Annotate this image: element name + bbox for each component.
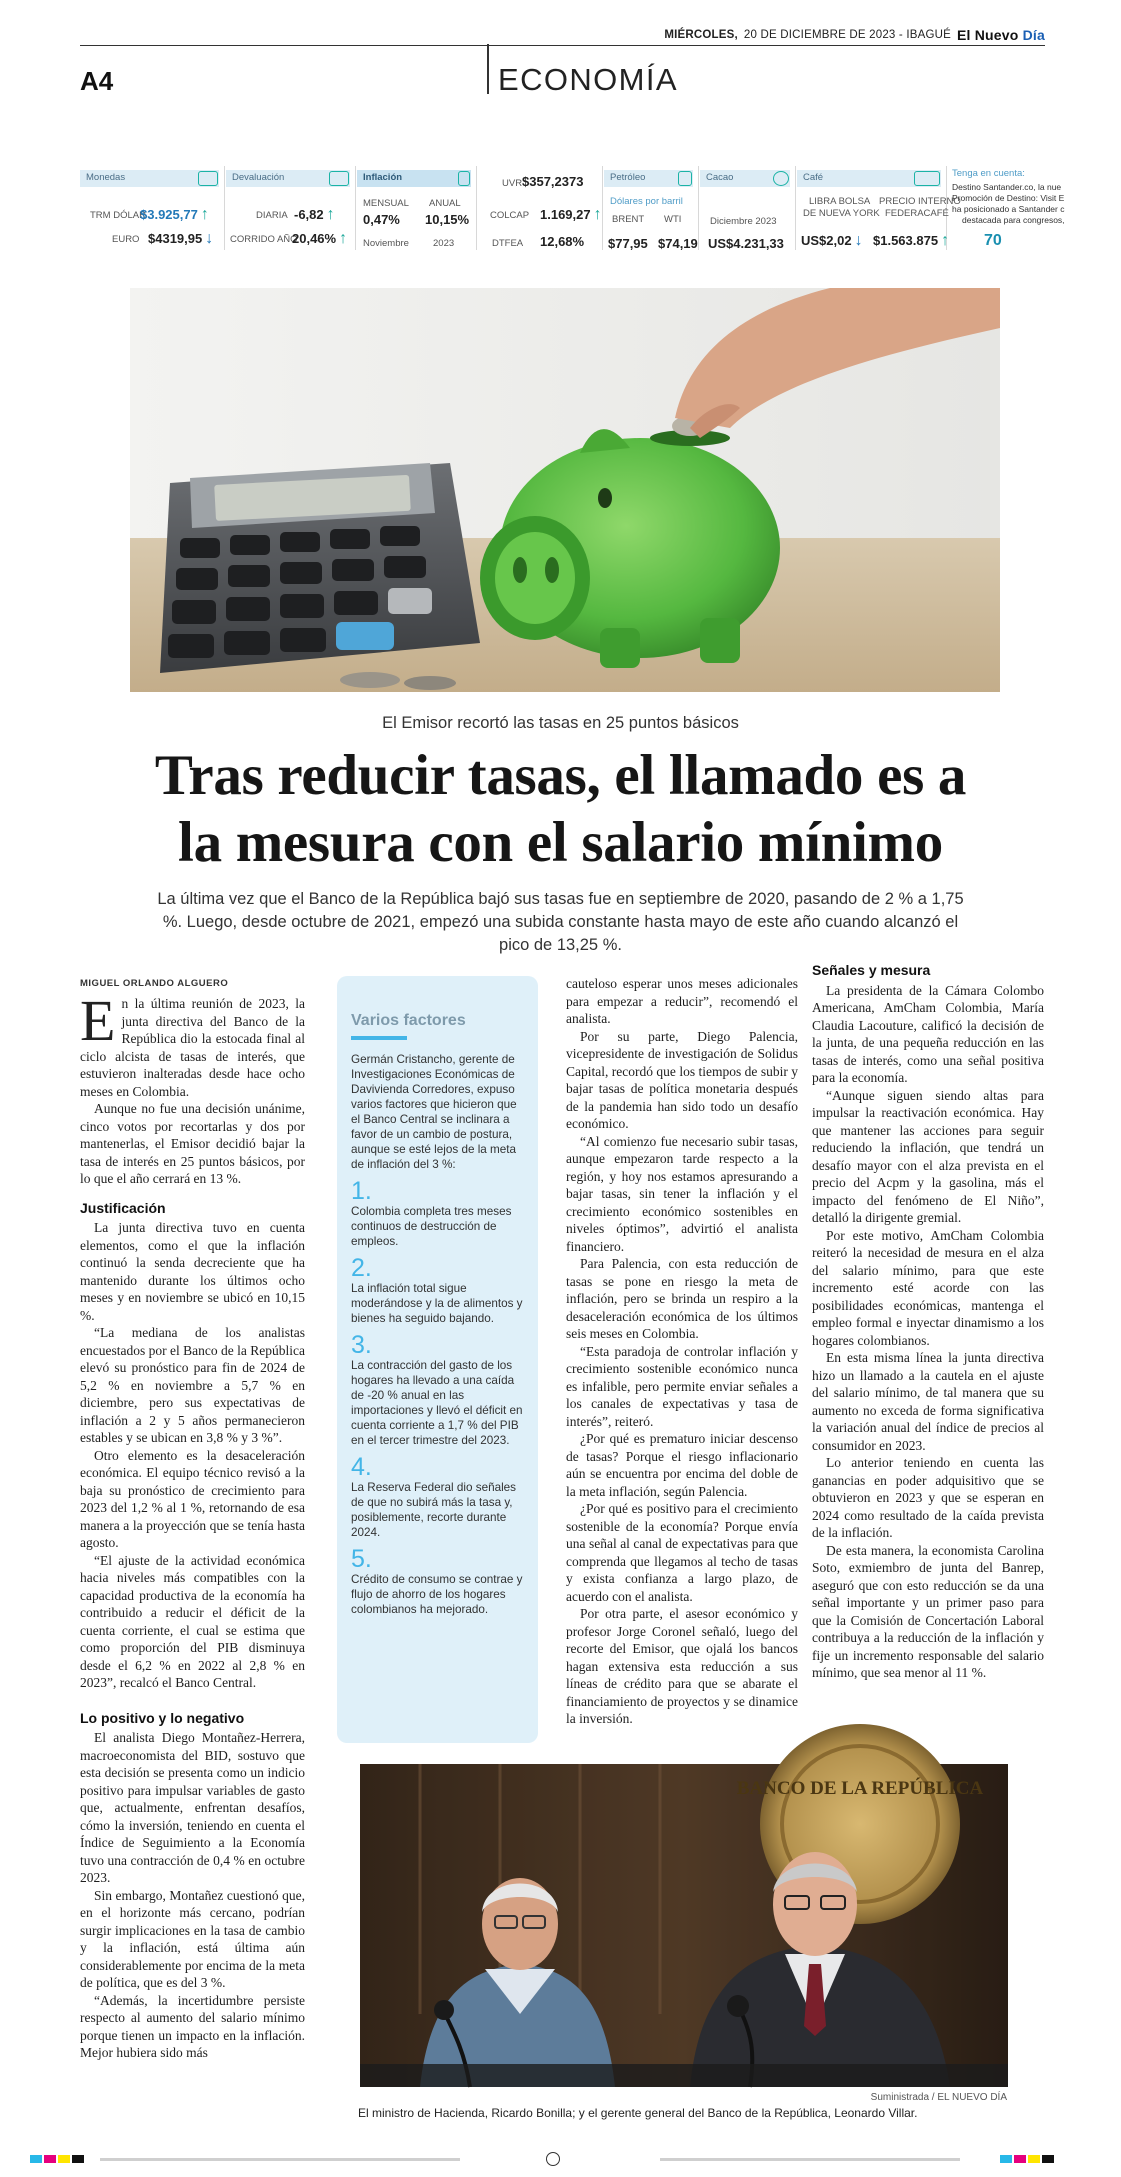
mensual-value: 0,47%: [363, 212, 400, 227]
cacao-mes: Diciembre 2023: [710, 216, 777, 227]
trm-value: $3.925,77 ↑: [140, 206, 209, 224]
photo-credit: Suministrada / EL NUEVO DÍA: [870, 2092, 1007, 2103]
print-registration-strip: [0, 2152, 1121, 2166]
ticker-cuenta: [948, 166, 1065, 250]
factor-number: 5.: [351, 1545, 372, 1573]
wti-value: $74,19: [658, 236, 698, 251]
subhead-justificacion: Justificación: [80, 1199, 166, 1216]
col3-paragraph-6: ¿Por qué es prematuro iniciar descenso de tasas? Porque el riesgo inflacionario aún se encuentra por encima del doble de la meta inflación, según Palencia.: [566, 1431, 798, 1499]
interno-label-2: FEDERACAFÉ: [885, 208, 949, 219]
interno-value: $1.563.875 ↑: [873, 232, 949, 250]
brand-logo[interactable]: [957, 27, 1045, 43]
officials-photo-illustration: [360, 1764, 1008, 2087]
col1-paragraph-5: Otro elemento es la desaceleración económica. El equipo técnico revisó a la baja su pronóstico de crecimiento para 2023 del 1,2 % al 1 %, retornando de esa manera a la proyección que se tenía hasta agosto.: [80, 1447, 305, 1550]
dateline: [664, 27, 1045, 43]
factors-box: [337, 976, 538, 1743]
cuenta-line-2: Promoción de Destino: Visit E: [952, 193, 1065, 203]
hero-photo: [130, 288, 1000, 692]
cuenta-line-4: destacada para congresos,: [962, 215, 1065, 225]
col1-paragraph-1: [80, 988, 305, 1100]
factor-text: Crédito de consumo se contrae y flujo de ahorro de los hogares colombianos ha mejorado.: [351, 1573, 523, 1616]
euro-value: $4319,95 ↓: [148, 230, 213, 248]
ticker-inflacion-title: Inflación: [357, 170, 471, 187]
coffee-icon: [914, 171, 940, 186]
brent-label: BRENT: [612, 214, 645, 225]
col1-paragraph-6: “El ajuste de la actividad económica hacia niveles más compatibles con la capacidad productiva de la economía ha contribuido a reducir el déficit de la cuenta corriente, el cual se estima que como proporción del PIB disminuya desde el 6,2 % en 2022 al 2,8 % en 2023”, recalcó el Banco Central.: [80, 1552, 305, 1690]
ticker-devaluacion-title: Devaluación: [226, 170, 350, 187]
article-byline: MIGUEL ORLANDO ALGUERO: [80, 978, 229, 989]
petroleo-sub: Dólares por barril: [610, 196, 683, 207]
seal-text: BANCO DE LA REPÚBLICA: [736, 1778, 984, 1799]
market-ticker: [80, 166, 1065, 251]
factors-box-intro: Germán Cristancho, gerente de Investigaciones Económicas de Davivienda Corredores, expuso varios factores que hicieron que el Banco Central se inclinara a favor de un cambio de postura, aunque se esté lejos de la meta de inflación del 3 %:: [351, 1053, 517, 1171]
ticker-monedas: [80, 166, 225, 250]
col4-paragraph-3: Por este motivo, AmCham Colombia reiteró la necesidad de mesura en el alza del salario mínimo, para que este incremento esté acorde con las posibilidades económicas, mantenga el empleo formal e inyectar dinamismo a los hogares colombianos.: [812, 1227, 1044, 1348]
cuenta-title: Tenga en cuenta:: [952, 168, 1025, 179]
col1-paragraph-4: “La mediana de los analistas encuestados por el Banco de la República elevó su pronóstico para fin de 2024 de 5,2 % en noviembre a 5,7 % en diciembre, pero sus expectativas de inflación a 2 y 5 años permanecieron estables y se ubican en 3,8 % y 3 %”.: [80, 1325, 305, 1445]
ticker-indices: [478, 166, 603, 250]
col3-paragraph-8: Por otra parte, el asesor económico y profesor Jorge Coronel señaló, luego del recorte del Emisor, que ojalá los bancos hagan extensiva esta reducción a sus líneas de crédito para que se abarate el financiamiento de proyectos y se dinamice la inversión.: [566, 1606, 798, 1726]
factor-item: [351, 1546, 526, 1617]
barrel-icon: [678, 171, 692, 186]
hero-photo-illustration: [130, 288, 1000, 692]
factor-text: La inflación total sigue moderándose y la de alimentos y bienes ha seguido bajando.: [351, 1282, 523, 1325]
officials-photo: [360, 1764, 1008, 2087]
diaria-value: -6,82 ↑: [294, 206, 335, 224]
ticker-inflacion: [357, 166, 477, 250]
col1-paragraph-7: El analista Diego Montañez-Herrera, macroeconomista del BID, sostuvo que esta decisión se presenta como un indicio positivo para impulsar variables de gasto que, actualmente, enfrentan desafíos, cómo la inversión, teniendo en cuenta el Índice de Seguimiento a la Economía tuvo una contracción de 0,4 % en octubre 2023.: [80, 1730, 305, 1885]
column-4: [812, 962, 1044, 1682]
factor-number: 1.: [351, 1177, 372, 1205]
cuenta-line-1: Destino Santander.co, la nue: [952, 182, 1062, 192]
money-icon: [198, 171, 218, 186]
article-lede: La última vez que el Banco de la República bajó sus tasas fue en septiembre de 2020, pasando de 2 % a 1,75 %. Luego, desde octubre de 2021, empezó una subida constante hasta mayo de este año cuando alcanzó el pico de 13,25 %.: [157, 890, 964, 954]
col3-paragraph-7: ¿Por qué es positivo para el crecimiento sostenible de la economía? Porque envía una señal al canal de expectativas para que comprenda que llegamos al techo de tasas y exista confianza a largo plazo, de acuerdo con el analista.: [566, 1501, 798, 1604]
factor-text: La Reserva Federal dio señales de que no subirá más la tasa y, posiblemente, recorte durante 2024.: [351, 1481, 517, 1539]
ticker-cafe-title: Café: [797, 170, 941, 187]
col3-paragraph-3: “Al comienzo fue necesario subir tasas, aunque empezaron tarde respecto a la región, y hoy nos estamos apresurando a bajar tasas, sin tener la inflación y el crecimiento económico sostenibles en niveles óptimos”, advirtió el analista financiero.: [566, 1133, 798, 1254]
col3-paragraph-2: Por su parte, Diego Palencia, vicepresidente de investigación de Solidus Capital, recordó que los tiempos de subir y bajar tasas de política monetaria después de la pandemia han sido todo un desafío económico.: [566, 1028, 798, 1131]
factor-text: Colombia completa tres meses continuos de destrucción de empleos.: [351, 1205, 512, 1248]
col4-paragraph-4: En esta misma línea la junta directiva hizo un llamado a la cautela en el ajuste del salario mínimo, de tal manera que su aumento no exceda de forma significativa la variación anual del índice de precios al consumidor en 2023.: [812, 1350, 1044, 1453]
factor-text: La contracción del gasto de los hogares ha llevado a una caída de -20 % anual en las importaciones y llevó el déficit en cuenta corriente a 1,7 % del PIB en el tercer trimestre del 2023.: [351, 1359, 523, 1447]
cuenta-line-3: ha posicionado a Santander c: [952, 204, 1065, 214]
ticker-petroleo-title: Petróleo: [604, 170, 693, 187]
headline-line-2: la mesura con el salario mínimo: [178, 811, 943, 874]
cuenta-number: 70: [984, 232, 1002, 249]
anual-label: ANUAL: [429, 198, 461, 209]
anual-value: 10,15%: [425, 212, 470, 227]
factor-item: [351, 1255, 526, 1326]
column-3: [566, 975, 798, 1728]
interno-label-1: PRECIO INTERNO: [879, 196, 961, 207]
euro-label: EURO: [112, 234, 140, 245]
section-title: ECONOMÍA: [498, 62, 678, 97]
corrido-label: CORRIDO AÑO: [230, 234, 298, 245]
photo-caption: El ministro de Hacienda, Ricardo Bonilla; y el gerente general del Banco de la República, Leonardo Villar.: [358, 2106, 918, 2120]
col3-paragraph-5: “Esta paradoja de controlar inflación y crecimiento sostenible económico nunca es infalible, pero permite enviar señales a los canales de expectativas y tasa de interés”, reiteró.: [566, 1343, 798, 1429]
inflacion-mes: Noviembre: [363, 238, 409, 249]
ticker-cacao: [700, 166, 796, 250]
headline-line-1: Tras reducir tasas, el llamado es a: [154, 744, 967, 807]
ticker-petroleo: [604, 166, 699, 250]
section-divider: [487, 44, 489, 94]
ticker-devaluacion: [226, 166, 356, 250]
factors-box-title: Varios factores: [351, 1012, 466, 1029]
ticker-cacao-title: Cacao: [700, 170, 790, 187]
article-headline: [60, 742, 1061, 876]
factor-number: 2.: [351, 1254, 372, 1282]
libra-value: US$2,02 ↓: [801, 232, 863, 250]
dtfea-value: 12,68%: [540, 234, 585, 249]
factor-item: [351, 1178, 526, 1249]
calculator-graphic: [160, 463, 480, 673]
factor-item: [351, 1332, 526, 1448]
col4-paragraph-2: “Aunque siguen siendo altas para impulsar la reactivación económica. Hay que mantener las acciones para seguir reduciendo la inflación, que tendrá un desafío mayor con el alza prevista en el precio del Acpm y la gasolina, más el impacto del fenómeno de El Niño”, detalló la dirigente gremial.: [812, 1087, 1044, 1225]
libra-label-1: LIBRA BOLSA: [809, 196, 871, 207]
brent-value: $77,95: [608, 236, 648, 251]
corrido-value: 20,46% ↑: [292, 230, 347, 248]
cacao-value: US$4.231,33: [708, 236, 784, 251]
date-day: MIÉRCOLES,: [664, 29, 738, 41]
ticker-monedas-title: Monedas: [80, 170, 219, 187]
uvr-value: $357,2373: [522, 174, 584, 189]
col1-paragraph-9: “Además, la incertidumbre persiste respecto al aumento del salario mínimo porque tienen un impacto en la inflación. Mejor hubiera sido más: [80, 1992, 305, 2060]
ticker-cafe: [797, 166, 961, 250]
col3-paragraph-1: cauteloso esperar unos meses adicionales para empezar a reducir”, recomendó el analista.: [566, 976, 798, 1026]
col3-paragraph-4: Para Palencia, con esta reducción de tasas se pone en riesgo la meta de inflación, pero se brinda un respiro a la desaceleración económica de los últimos seis meses en Colombia.: [566, 1256, 798, 1341]
factor-number: 4.: [351, 1453, 372, 1481]
colcap-value: 1.169,27 ↑: [540, 206, 602, 224]
col1-paragraph-2: Aunque no fue una decisión unánime, cinco votos por recortarlas y dos por mantenerlas, el Emisor decidió bajar la tasa de interés en 25 puntos básicos, por lo que el año cerrará en 13 %.: [80, 1101, 305, 1186]
page-number: A4: [80, 66, 114, 96]
brand-logo-a: El Nuevo: [957, 27, 1019, 43]
article-kicker: El Emisor recortó las tasas en 25 puntos básicos: [382, 714, 739, 732]
colcap-label: COLCAP: [490, 210, 530, 221]
drop-cap: E: [80, 988, 116, 1053]
column-1: [80, 988, 305, 2062]
chart-icon: [329, 171, 349, 186]
uvr-label: UVR: [502, 178, 523, 189]
col4-paragraph-5: Lo anterior teniendo en cuenta las ganancias en poder adquisitivo que se obtuvieron en 2023 y que se esperan en 2024 como resultado de la caída prevista de la inflación.: [812, 1455, 1044, 1540]
cacao-icon: [773, 171, 789, 186]
subhead-senales-mesura: Señales y mesura: [812, 962, 931, 978]
mensual-label: MENSUAL: [363, 198, 409, 209]
col4-paragraph-1: La presidenta de la Cámara Colombo Americana, AmCham Colombia, María Claudia Lacouture, calificó la decisión de la junta, de una pequeña reducción en las tasas de interés, como una señal positiva para la economía.: [812, 982, 1044, 1085]
wti-label: WTI: [664, 214, 682, 225]
date-city: 20 DE DICIEMBRE DE 2023 - IBAGUÉ: [743, 29, 951, 41]
factor-item: [351, 1454, 526, 1540]
factor-number: 3.: [351, 1331, 372, 1359]
trm-label: TRM DÓLAR: [90, 210, 146, 221]
libra-label-2: DE NUEVA YORK: [803, 208, 880, 219]
factors-box-accent-bar: [351, 1036, 407, 1040]
subhead-positivo-negativo: Lo positivo y lo negativo: [80, 1709, 245, 1726]
col1-paragraph-8: Sin embargo, Montañez cuestionó que, en el horizonte más cercano, podrían surgir implicaciones en la tasa de cambio y la inflación, está última aún considerablemente por encima de la meta de política, que es del 3 %.: [80, 1887, 305, 1990]
inflacion-anio: 2023: [433, 238, 455, 249]
col4-paragraph-6: De esta manera, la economista Carolina Soto, exmiembro de junta del Banrep, aseguró que con esto reducción se da una señal importante y un primer paso para que la Comisión de Concertación Laboral contribuya a la reducción de la inflación y fije un incremento responsable del salario mínimo, que sea menor al 11 %.: [812, 1542, 1044, 1680]
diaria-label: DIARIA: [256, 210, 288, 221]
col1-p1-text: n la última reunión de 2023, la junta directiva del Banco de la República dio la estocada final al ciclo alcista de tasas de interés, que estuvieron inalteradas desde hace ocho meses en Colombia.: [80, 996, 305, 1099]
dtfea-label: DTFEA: [492, 238, 524, 249]
col1-paragraph-3: La junta directiva tuvo en cuenta elementos, como el que la inflación continuó la senda decreciente que ha mantenido durante los últimos ocho meses y en noviembre se ubicó en 10,15 %.: [80, 1220, 305, 1323]
brand-logo-b: Día: [1022, 27, 1045, 43]
cart-icon: [458, 171, 470, 186]
